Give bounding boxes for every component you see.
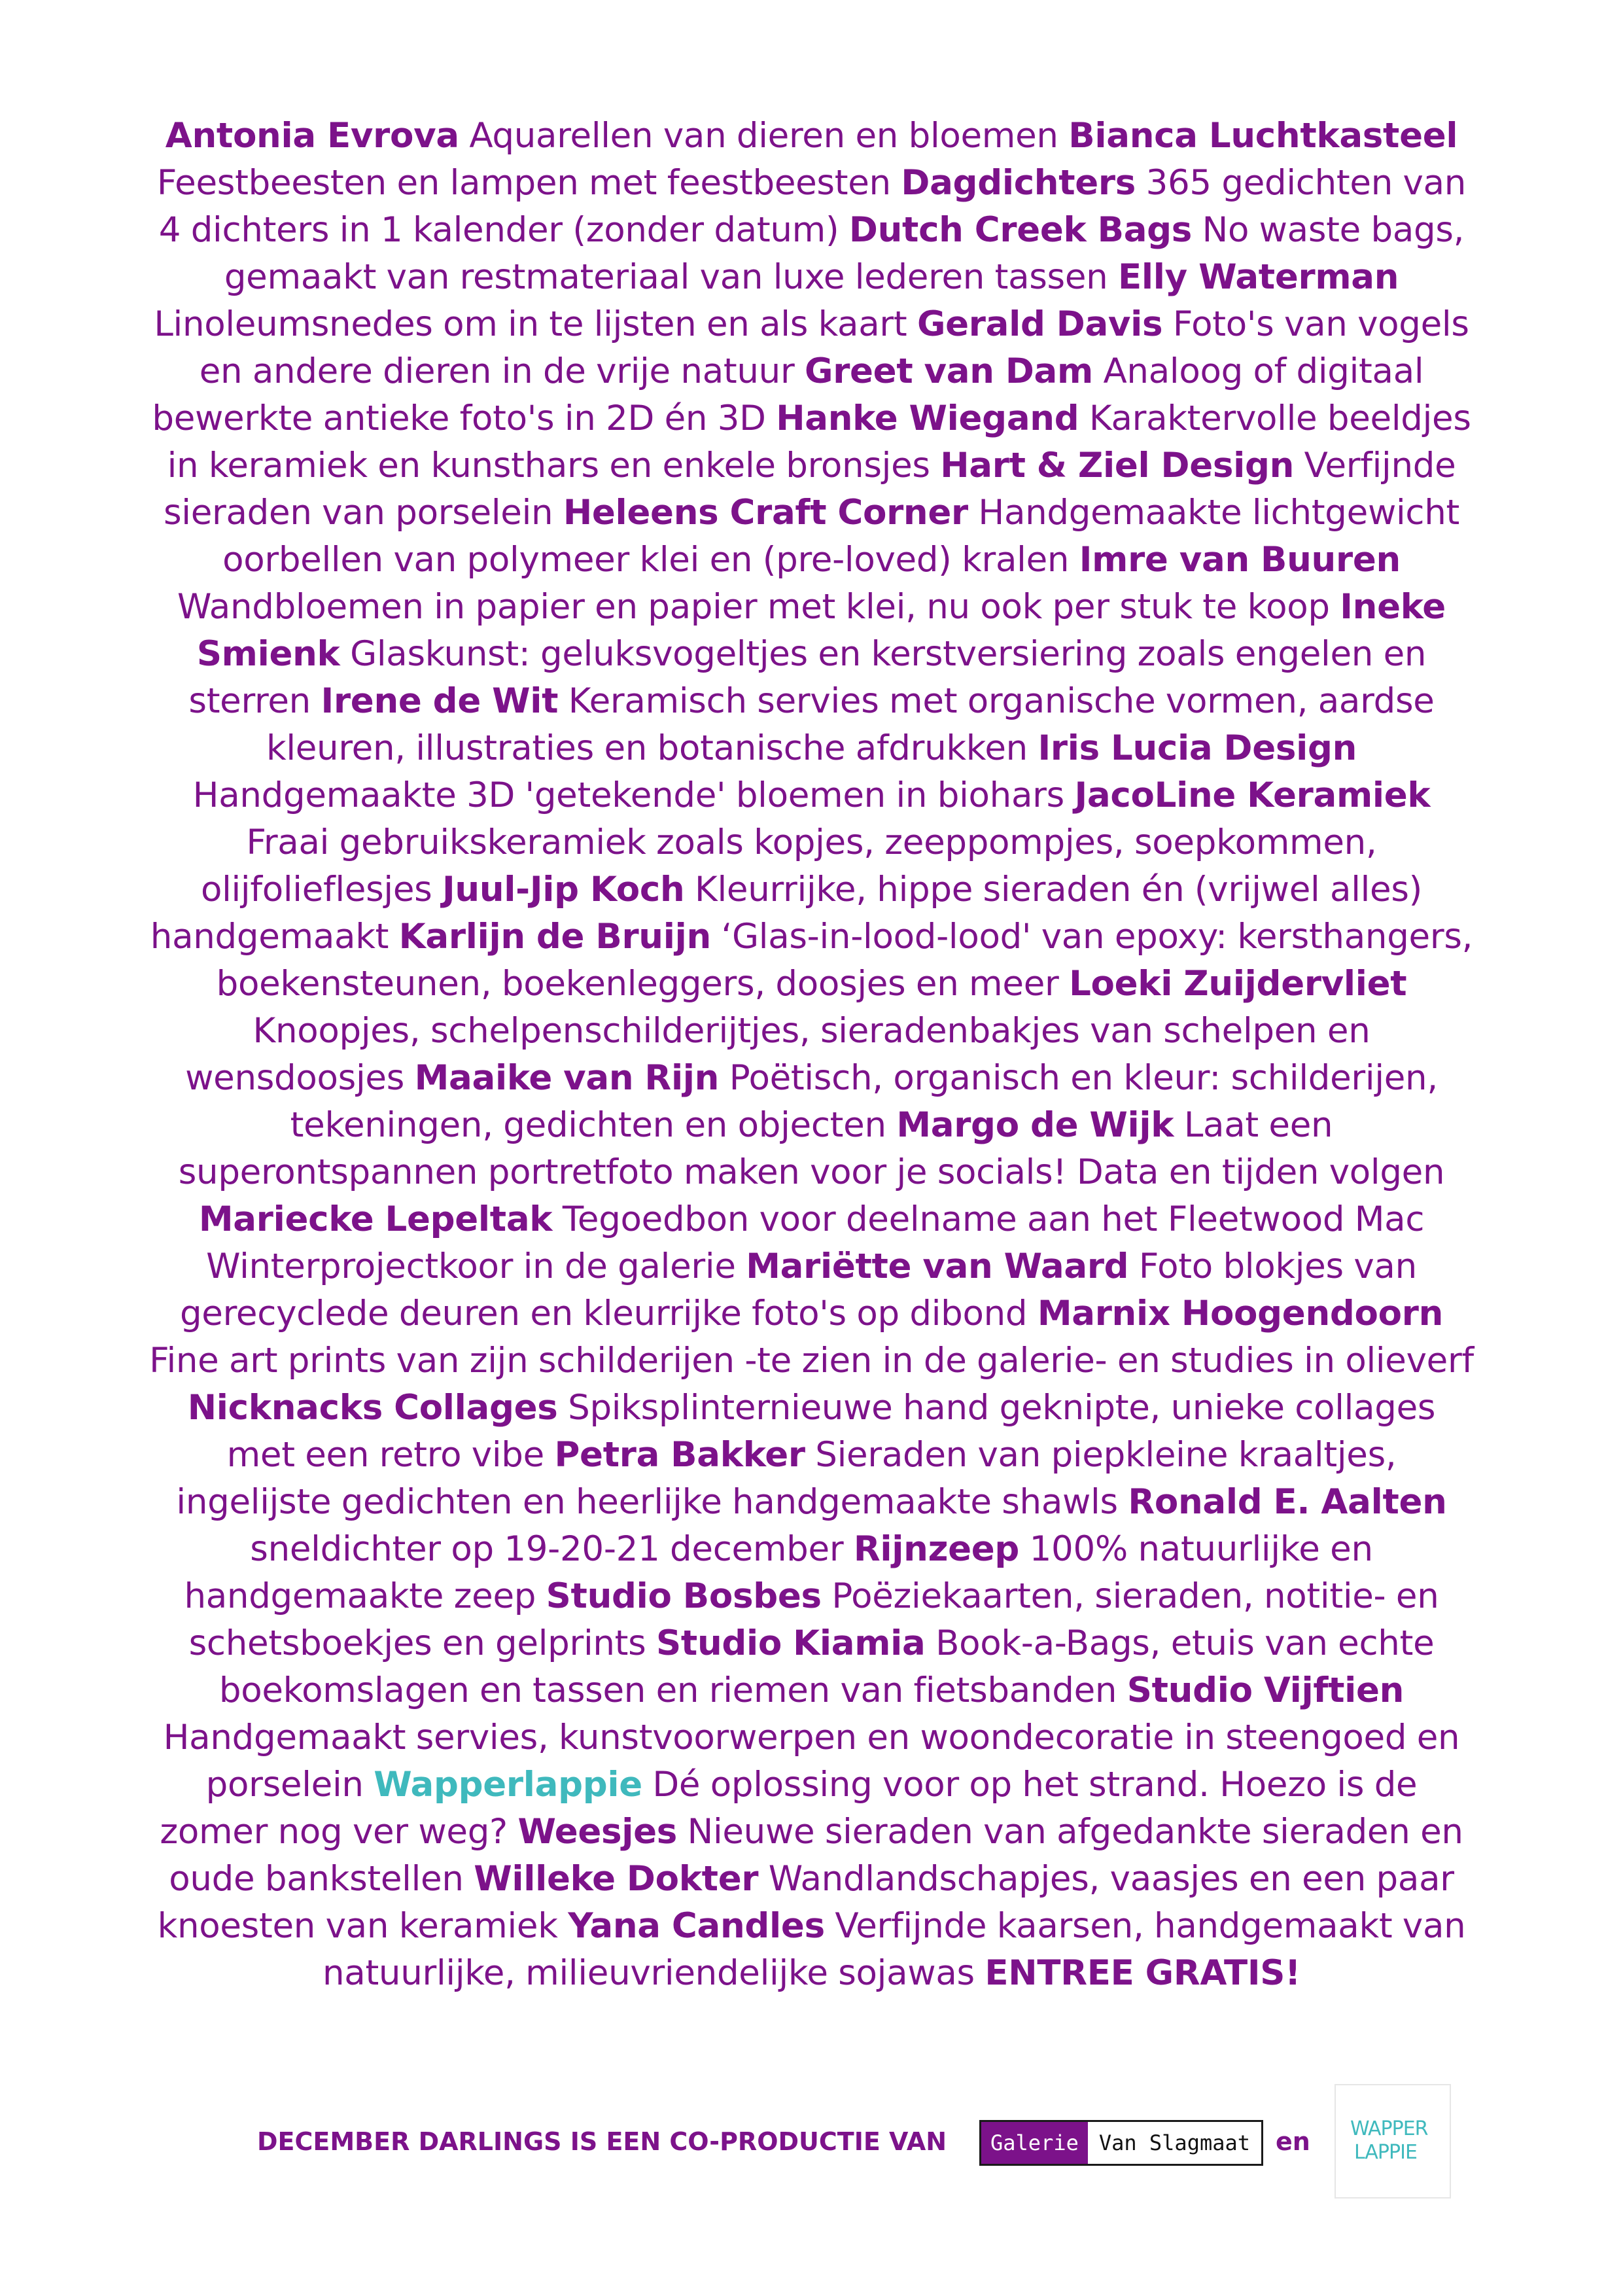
exhibitor-description: Verfijnde sieraden van porselein bbox=[163, 446, 1456, 533]
exhibitor-description: Foto blokjes van gerecyclede deuren en kleurrijke foto's op dibond bbox=[179, 1246, 1417, 1333]
exhibitor-name: Mariëtte van Waard bbox=[746, 1246, 1129, 1286]
exhibitor-name: Marnix Hoogendoorn bbox=[1037, 1294, 1444, 1333]
exhibitor-name: Hanke Wiegand bbox=[776, 398, 1079, 438]
exhibitor-description: 365 gedichten van 4 dichters in 1 kalender (zonder datum) bbox=[158, 163, 1467, 250]
exhibitor-name: Heleens Craft Corner bbox=[563, 493, 968, 533]
exhibitor-name: Gerald Davis bbox=[916, 304, 1163, 344]
exhibitor-name: Greet van Dam bbox=[805, 351, 1093, 391]
exhibitor-description: Fine art prints van zijn schilderijen -te zien in de galerie- en studies in olieverf bbox=[149, 1341, 1474, 1381]
exhibitor-description: Keramisch servies met organische vormen, aardse kleuren, illustraties en botanische afdrukken bbox=[266, 681, 1435, 768]
exhibitor-name: Iris Lucia Design bbox=[1038, 728, 1357, 768]
exhibitor-name: Dutch Creek Bags bbox=[848, 210, 1193, 250]
exhibitor-description: Karaktervolle beeldjes in keramiek en kunsthars en enkele bronsjes bbox=[167, 398, 1471, 486]
exhibitor-description: Sieraden van piepkleine kraaltjes, ingelijste gedichten en heerlijke handgemaakte shawls bbox=[176, 1435, 1397, 1522]
exhibitor-name: Elly Waterman bbox=[1118, 257, 1399, 297]
exhibitor-name: Weesjes bbox=[517, 1812, 678, 1852]
logo-wapper-part: WAPPER bbox=[1350, 2117, 1428, 2140]
exhibitor-name: Bianca Luchtkasteel bbox=[1068, 116, 1458, 156]
exhibitor-description: Laat een superontspannen portretfoto maken voor je socials! Data en tijden volgen bbox=[178, 1105, 1445, 1192]
galerie-van-slagmaat-logo bbox=[979, 2120, 1263, 2166]
exhibitor-description: Linoleumsnedes om in te lijsten en als kaart bbox=[154, 304, 907, 344]
exhibitor-name: Rijnzeep bbox=[853, 1529, 1020, 1569]
exhibitor-description: Glaskunst: geluksvogeltjes en kerstversiering zoals engelen en sterren bbox=[188, 634, 1427, 721]
exhibitor-name: Studio Vijftien bbox=[1126, 1670, 1405, 1710]
exhibitor-name: Yana Candles bbox=[568, 1906, 825, 1946]
exhibitor-description: Knoopjes, schelpenschilderijtjes, sieradenbakjes van schelpen en wensdoosjes bbox=[185, 1011, 1370, 1098]
exhibitor-description: Verfijnde kaarsen, handgemaakt van natuurlijke, milieuvriendelijke sojawas bbox=[322, 1906, 1466, 1993]
exhibitor-description: Dé oplossing voor op het strand. Hoezo is de zomer nog ver weg? bbox=[160, 1765, 1418, 1852]
exhibitor-name: Mariecke Lepeltak bbox=[198, 1199, 553, 1239]
exhibitor-name: Dagdichters bbox=[901, 163, 1136, 203]
exhibitor-list bbox=[149, 113, 1474, 1997]
exhibitor-name: Imre van Buuren bbox=[1079, 540, 1401, 580]
logo-galerie-part: Galerie bbox=[981, 2122, 1088, 2164]
exhibitor-description: sneldichter op 19-20-21 december bbox=[250, 1529, 844, 1569]
exhibitor-name: Margo de Wijk bbox=[896, 1105, 1174, 1145]
exhibitor-name: Juul-Jip Koch bbox=[442, 870, 685, 910]
exhibitor-description: Wandlandschapjes, vaasjes en een paar knoesten van keramiek bbox=[157, 1859, 1454, 1946]
entree-gratis: ENTREE GRATIS! bbox=[985, 1953, 1301, 1993]
logo-lappie-part: LAPPIE bbox=[1354, 2141, 1417, 2164]
exhibitor-name: Nicknacks Collages bbox=[187, 1388, 558, 1428]
exhibitor-description: Book-a-Bags, etuis van echte boekomslagen en tassen en riemen van fietsbanden bbox=[218, 1623, 1435, 1710]
exhibitor-description: Poëziekaarten, sieraden, notitie- en schetsboekjes en gelprints bbox=[188, 1576, 1439, 1663]
exhibitor-description: Foto's van vogels en andere dieren in de vrije natuur bbox=[199, 304, 1469, 391]
and-text: en bbox=[1276, 2127, 1310, 2156]
exhibitor-description: Nieuwe sieraden van afgedankte sieraden en oude bankstellen bbox=[169, 1812, 1463, 1899]
exhibitor-description: ‘Glas-in-lood-lood' van epoxy: kersthangers, boekensteunen, boekenleggers, doosjes en meer bbox=[216, 917, 1473, 1004]
exhibitor-name: Antonia Evrova bbox=[165, 116, 459, 156]
exhibitor-name: Hart & Ziel Design bbox=[940, 446, 1295, 486]
exhibitor-description: Wandbloemen in papier en papier met klei, nu ook per stuk te koop bbox=[177, 587, 1330, 627]
exhibitor-name: JacoLine Keramiek bbox=[1074, 775, 1431, 815]
co-production-text: DECEMBER DARLINGS IS EEN CO-PRODUCTIE VAN bbox=[257, 2127, 947, 2156]
exhibitor-name: Karlijn de Bruijn bbox=[398, 917, 711, 957]
exhibitor-name: Loeki Zuijdervliet bbox=[1069, 964, 1407, 1004]
exhibitor-description: Analoog of digitaal bewerkte antieke foto's in 2D én 3D bbox=[152, 351, 1424, 438]
exhibitor-name: Studio Kiamia bbox=[656, 1623, 926, 1663]
footer bbox=[0, 2084, 1623, 2202]
logo-van-slagmaat-part: Van Slagmaat bbox=[1088, 2122, 1261, 2164]
exhibitor-description: Kleurrijke, hippe sieraden én (vrijwel alles) handgemaakt bbox=[150, 870, 1423, 957]
exhibitor-description: No waste bags, gemaakt van restmateriaal van luxe lederen tassen bbox=[224, 210, 1465, 297]
exhibitor-name: Irene de Wit bbox=[321, 681, 559, 721]
exhibitor-description: Spiksplinternieuwe hand geknipte, unieke collages met een retro vibe bbox=[226, 1388, 1436, 1475]
exhibitor-description: Tegoedbon voor deelname aan het Fleetwood Mac Winterprojectkoor in de galerie bbox=[206, 1199, 1425, 1286]
exhibitor-name: Ronald E. Aalten bbox=[1128, 1482, 1447, 1522]
exhibitor-name: Ineke Smienk bbox=[196, 587, 1446, 674]
exhibitor-description: Handgemaakt servies, kunstvoorwerpen en woondecoratie in steengoed en porselein bbox=[163, 1718, 1460, 1805]
exhibitor-description: Poëtisch, organisch en kleur: schilderijen, tekeningen, gedichten en objecten bbox=[290, 1058, 1438, 1145]
wapperlappie-logo bbox=[1335, 2084, 1451, 2199]
exhibitor-description: Handgemaakte 3D 'getekende' bloemen in biohars bbox=[192, 775, 1064, 815]
exhibitor-name: Studio Bosbes bbox=[546, 1576, 822, 1616]
exhibitor-description: 100% natuurlijke en handgemaakte zeep bbox=[184, 1529, 1373, 1616]
exhibitor-name: Willeke Dokter bbox=[474, 1859, 759, 1899]
exhibitor-description: Aquarellen van dieren en bloemen bbox=[469, 116, 1058, 156]
exhibitor-description: Fraai gebruikskeramiek zoals kopjes, zeeppompjes, soepkommen, olijfolieflesjes bbox=[200, 822, 1377, 910]
exhibitor-name: Petra Bakker bbox=[554, 1435, 805, 1475]
exhibitor-name: Maaike van Rijn bbox=[414, 1058, 720, 1098]
exhibitor-description: Handgemaakte lichtgewicht oorbellen van polymeer klei en (pre-loved) kralen bbox=[222, 493, 1460, 580]
exhibitor-name: Wapperlappie bbox=[374, 1765, 642, 1805]
exhibitor-description: Feestbeesten en lampen met feestbeesten bbox=[156, 163, 891, 203]
